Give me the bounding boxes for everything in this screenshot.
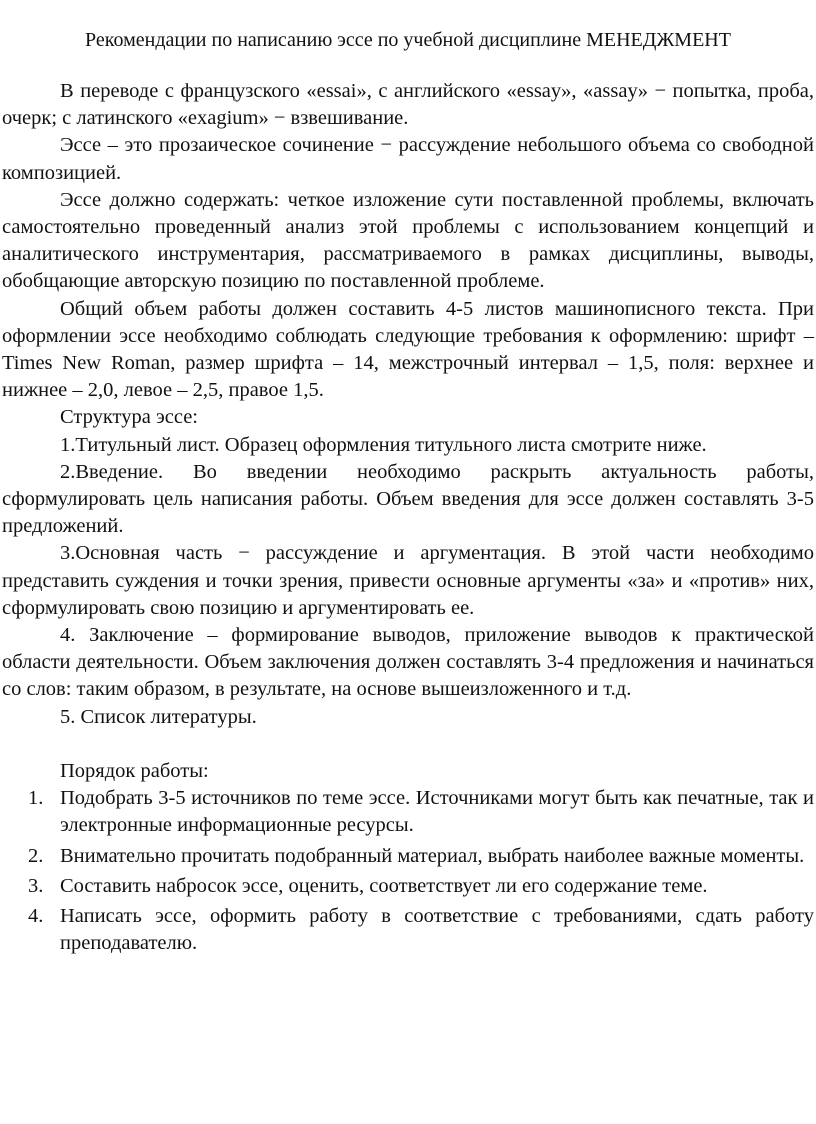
structure-item-main-part: 3.Основная часть − рассуждение и аргументация. В этой части необходимо представить суждения и точки зрения, привести основные аргументы «за» и «против» них, сформулировать свою позицию и аргументировать ее. [2, 542, 814, 619]
document-body [2, 78, 814, 960]
procedure-step-text: Внимательно прочитать подобранный материал, выбрать наиболее важные моменты. [60, 844, 805, 867]
procedure-step-text: Написать эссе, оформить работу в соответствие с требованиями, сдать работу преподавателю. [60, 905, 814, 955]
procedure-step-number: 1. [28, 787, 44, 810]
procedure-step-text: Составить набросок эссе, оценить, соответствует ли его содержание теме. [60, 874, 708, 897]
paragraph-formatting-requirements: Общий объем работы должен составить 4-5 листов машинописного текста. При оформлении эссе необходимо соблюдать следующие требования к оформлению: шрифт – Times New Roman, размер шрифта – 14, межстрочный интервал – 1,5, поля: верхнее и нижнее – 2,0, левое – 2,5, правое 1,5. [2, 297, 814, 402]
procedure-step-number: 4. [28, 905, 44, 928]
procedure-list [2, 785, 814, 957]
procedure-heading: Порядок работы: [60, 760, 209, 783]
procedure-step [2, 873, 814, 900]
structure-item-references: 5. Список литературы. [60, 705, 257, 728]
document-title: Рекомендации по написанию эссе по учебной дисциплине МЕНЕДЖМЕНТ [85, 29, 731, 51]
procedure-step-text: Подобрать 3-5 источников по теме эссе. Источниками могут быть как печатные, так и электронные информационные ресурсы. [60, 787, 814, 837]
section-spacer [2, 731, 814, 758]
paragraph-content-requirements: Эссе должно содержать: четкое изложение сути поставленной проблемы, включать самостоятельно проведенный анализ этой проблемы с использованием концепций и аналитического инструментария, рассматриваемого в рамках дисциплины, выводы, обобщающие авторскую позицию по поставленной проблеме. [2, 188, 814, 293]
structure-heading: Структура эссе: [60, 406, 198, 429]
procedure-step-number: 3. [28, 874, 44, 897]
structure-item-introduction: 2.Введение. Во введении необходимо раскрыть актуальность работы, сформулировать цель написания работы. Объем введения для эссе должен составлять 3-5 предложений. [2, 460, 814, 538]
paragraph-etymology: В переводе с французского «essai», с английского «essay», «assay» − попытка, проба, очерк; с латинского «exagium» − взвешивание. [2, 80, 814, 130]
procedure-step [2, 785, 814, 839]
structure-item-title-page: 1.Титульный лист. Образец оформления титульного листа смотрите ниже. [60, 433, 707, 456]
procedure-step [2, 843, 814, 870]
procedure-step-number: 2. [28, 844, 44, 867]
procedure-step [2, 903, 814, 957]
paragraph-definition: Эссе – это прозаическое сочинение − рассуждение небольшого объема со свободной композицией. [2, 134, 814, 184]
structure-item-conclusion: 4. Заключение – формирование выводов, приложение выводов к практической области деятельности. Объем заключения должен составлять 3-4 предложения и начинаться со слов: таким образом, в результате, на основе вышеизложенного и т.д. [2, 624, 814, 701]
